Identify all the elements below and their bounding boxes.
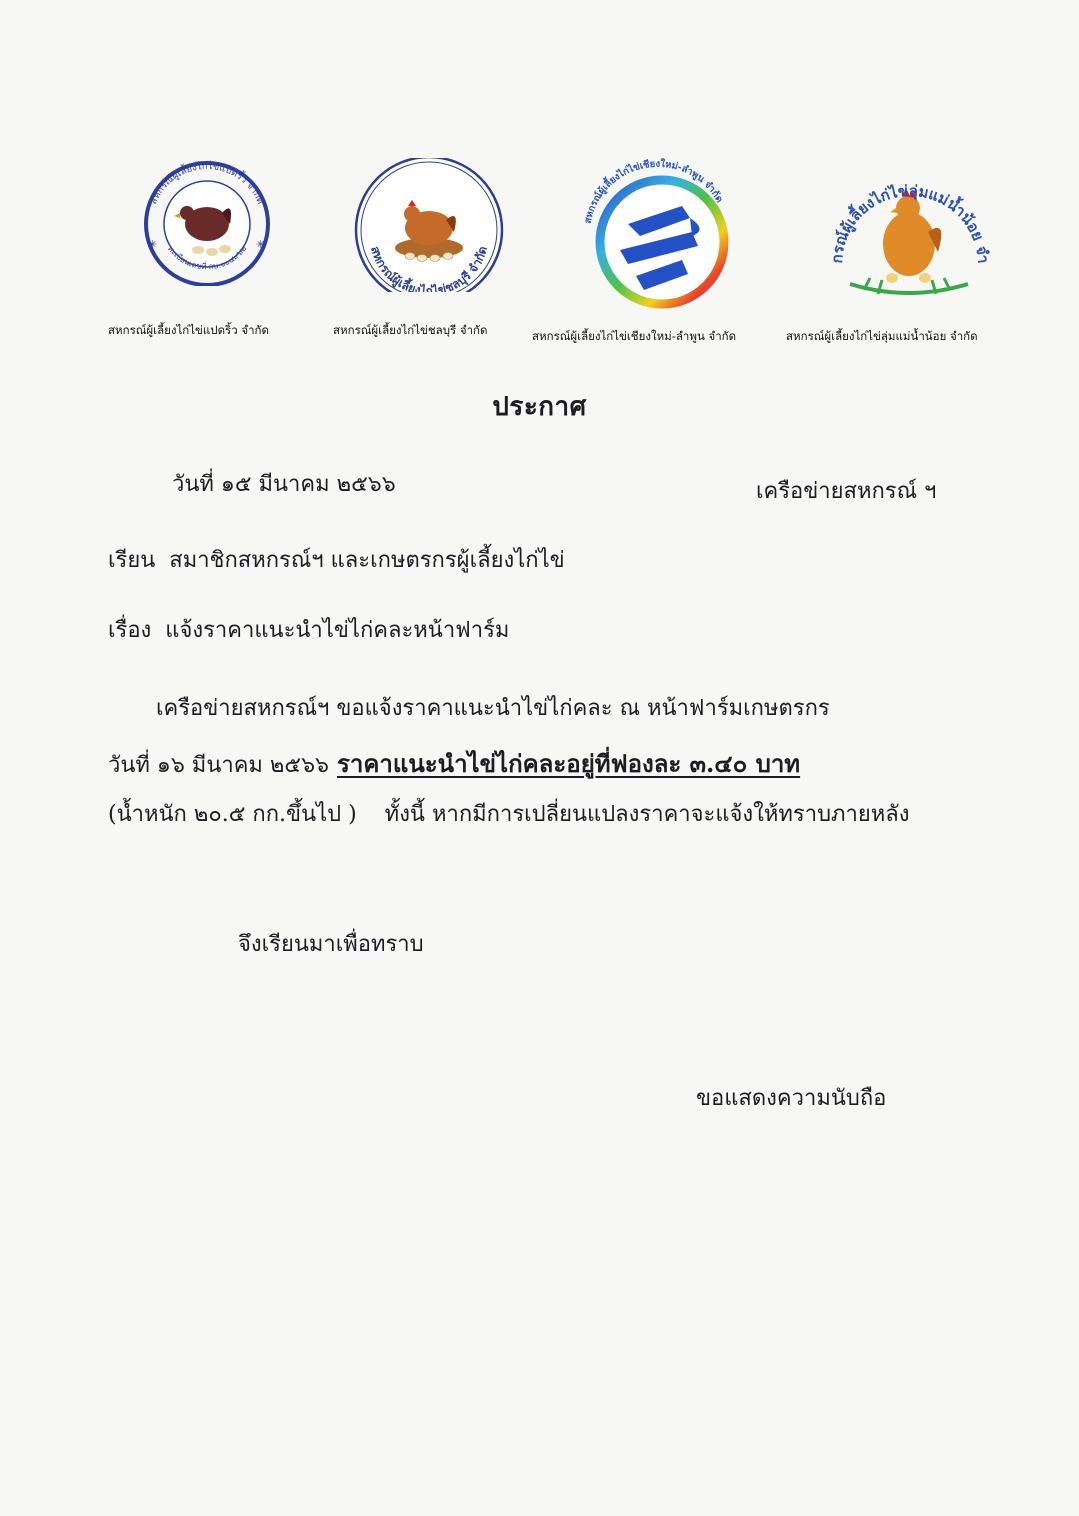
logo-chiangmai-lamphun [578,152,736,312]
closing-text: จึงเรียนมาเพื่อทราบ [238,932,424,957]
svg-text:✳: ✳ [256,238,266,251]
body-line-3: (น้ำหนัก ๒๐.๕ กก.ขึ้นไป ) ทั้งนี้ หากมีการเปลี่ยนแปลงราคาจะแจ้งให้ทราบภายหลัง [108,802,910,827]
subject-line [108,612,509,647]
logo-chonburi-ring-text: สหกรณ์ผู้เลี้ยงไก่ไข่ชลบุรี จำกัด [368,244,490,292]
logo-chiangmai-lamphun-ring-text: สหกรณ์ผู้เลี้ยงไก่ไข่เชียงใหม่-ลำพูน จำกัด [582,158,725,225]
logo-caption-chiangmai-lamphun: สหกรณ์ผู้เลี้ยงไก่ไข่เชียงใหม่-ลำพูน จำกัด [532,329,737,343]
logo-caption-lum-maenam-noi: สหกรณ์ผู้เลี้ยงไก่ไข่ลุ่มแม่น้ำน้อย จำกัด [786,329,978,343]
to-label: เรียน [108,548,156,573]
logo-caption-paed-riew: สหกรณ์ผู้เลี้ยงไก่ไข่แปดริ้ว จำกัด [108,323,269,337]
logo-paed-riew-emblem [132,158,282,286]
body-line-2-date: วันที่ ๑๖ มีนาคม ๒๕๖๖ [108,753,329,778]
logo-lum-maenam-noi-ring-text: กรณ์ผู้เลี้ยงไก่ไข่ลุ่มแม่น้ำน้อย จำ [827,181,993,265]
svg-text:✳: ✳ [148,238,158,251]
body-line-2 [108,744,800,783]
signoff-text: ขอแสดงความนับถือ [696,1086,887,1111]
logo-row [0,150,1079,350]
body-line-1: เครือข่ายสหกรณ์ฯ ขอแจ้งราคาแนะนำไข่ไก่คละ ณ หน้าฟาร์มเกษตรกร [156,696,830,721]
logo-paed-riew-reg-text: ทะเบียนเลขที่ กษ.๐๐๔๙๖๒ [165,244,249,272]
logo-lum-maenam-noi [824,152,994,312]
to-line [108,542,565,577]
logo-paed-riew-ring-text: สหกรณ์ผู้เลี้ยงไก่ไข่แปดริ้ว จำกัด [148,160,266,206]
logo-chonburi-emblem [350,158,508,292]
logo-chonburi [350,158,508,292]
logo-chiangmai-lamphun-emblem [578,152,736,312]
to-text: สมาชิกสหกรณ์ฯ และเกษตรกรผู้เลี้ยงไก่ไข่ [169,548,565,573]
price-highlight: ราคาแนะนำไข่ไก่คละอยู่ที่ฟองละ ๓.๔๐ บาท [337,749,801,778]
logo-caption-chonburi: สหกรณ์ผู้เลี้ยงไก่ไข่ชลบุรี จำกัด [333,323,488,337]
subject-label: เรื่อง [108,618,152,643]
logo-paed-riew [132,158,282,286]
logo-lum-maenam-noi-emblem [824,152,994,312]
announcement-date: วันที่ ๑๕ มีนาคม ๒๕๖๖ [172,472,396,497]
announcement-issuer: เครือข่ายสหกรณ์ ฯ [756,479,937,504]
subject-text: แจ้งราคาแนะนำไข่ไก่คละหน้าฟาร์ม [165,618,510,643]
announcement-title: ประกาศ [492,392,587,422]
